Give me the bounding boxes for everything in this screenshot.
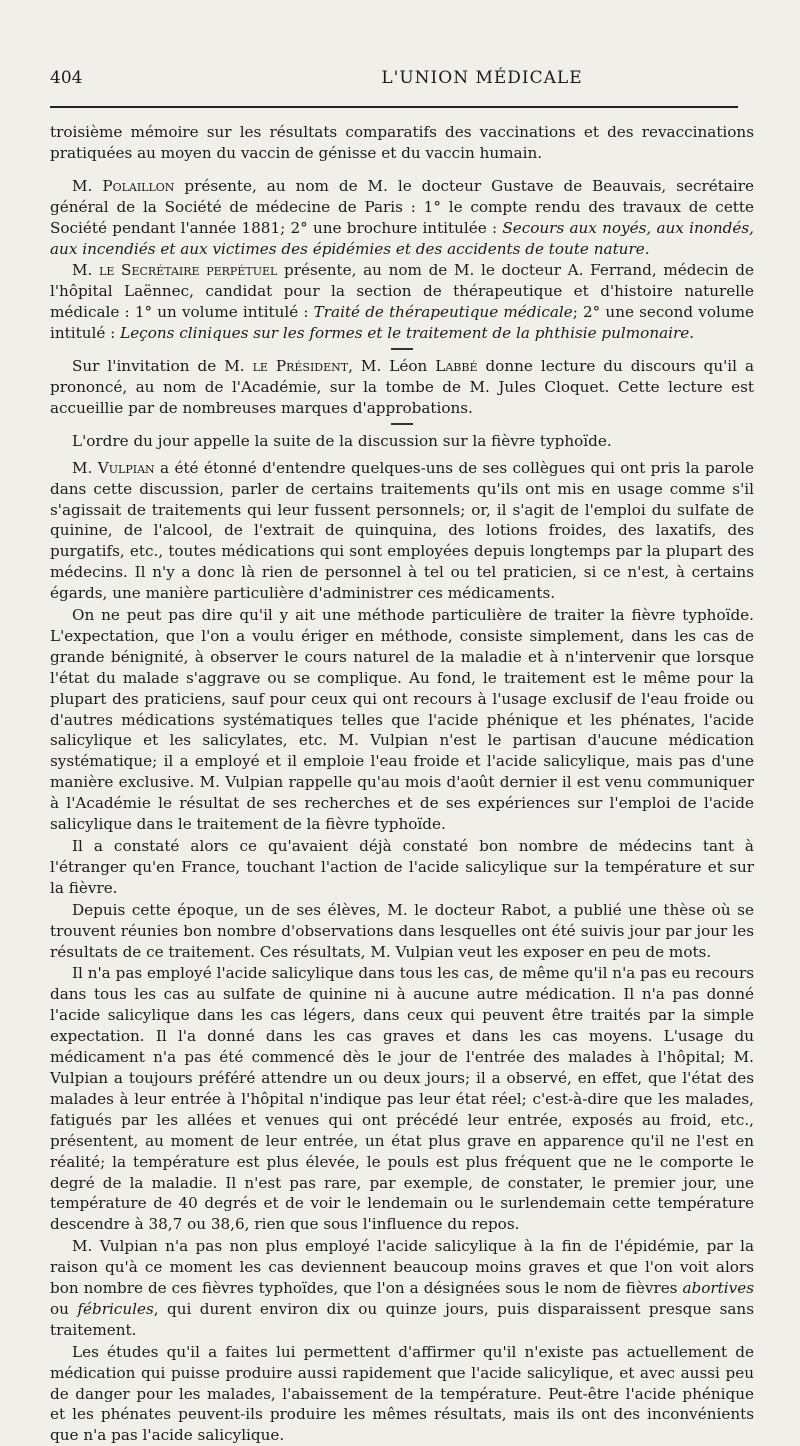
paragraph-vaccination: troisième mémoire sur les résultats comparatifs des vaccinations et des revaccinations pratiquées au moyen du vaccin de génisse et du vaccin humain.: [50, 123, 754, 162]
text-body: M. Vulpian n'a pas non plus employé l'acide salicylique à la fin de l'épidémie, par la raison qu'à ce moment les cas deviennent beaucoup moins graves et que l'on voit alors bon nombre de ces fièvres typhoïdes, que l'on a désignées sous le nom de fièvres: [50, 1237, 754, 1298]
text-lead: M.: [72, 458, 93, 477]
text-lead: Sur l'invitation de M.: [72, 357, 245, 376]
paragraph-rabot: Depuis cette époque, un de ses élèves, M. le docteur Rabot, a publié une thèse où se trouvent réunies bon nombre d'observations dans lesquelles ont été suivis jour par jour les résultats de ce traitement. Ces résultats, M. Vulpian veut les exposer en peu de mots.: [50, 900, 754, 961]
spacer: [50, 164, 754, 176]
text-mid: ou: [50, 1299, 78, 1318]
paragraph-ordre-du-jour: L'ordre du jour appelle la suite de la discussion sur la fièvre typhoïde.: [72, 431, 612, 450]
paragraph-polaillon: [50, 176, 754, 260]
speaker-name: le Secrétaire perpétuel: [99, 261, 278, 280]
page-number: 404: [50, 68, 83, 88]
paragraph-epidemie: [50, 1236, 754, 1341]
speaker-name: Polaillon: [102, 176, 175, 195]
paragraph-emploi: Il n'a pas employé l'acide salicylique dans tous les cas, de même qu'il n'a pas eu recours dans tous les cas au sulfate de quinine ni à aucune autre médication. Il n'a pas donné l'acide salicylique dans les cas légers, dans ceux qui peuvent être traités par la simple expectation. Il l'a donné dans les cas graves et dans les cas moyens. L'usage du médicament n'a pas été commencé dès le jour de l'entrée des malades à l'hôpital; M. Vulpian a toujours préféré attendre un ou deux jours; il a observé, en effet, que l'état des malades à leur entrée à l'hôpital n'indique pas leur état réel; c'est-à-dire que les malades, fatigués par les allées et venues qui ont précédé leur entrée, exposés au froid, etc., présentent, au moment de leur entrée, un état plus grave en apparence qu'il ne l'est en réalité; la température est plus élevée, le pouls est plus fréquent que ne le comporte le degré de la maladie. Il n'est pas rare, par exemple, de constater, le premier jour, une température de 40 degrés et de voir le lendemain ou le surlendemain cette température descendre à 38,7 ou 38,6, rien que sous l'influence du repos.: [50, 964, 754, 1234]
book-title: Secours aux noyés, aux inondés, aux incendiés et aux victimes des épidémies et des accidents de toute nature.: [50, 218, 754, 258]
text-lead: M.: [72, 261, 93, 280]
text-body: donne lecture du discours qu'il a prononcé, au nom de l'Académie, sur la tombe de M. Jules Cloquet. Cette lecture est accueillie par de nombreuses marques d'approbations.: [50, 357, 755, 417]
paragraph-labbe: [50, 356, 754, 419]
term: abortives: [682, 1279, 754, 1298]
book-title: Traité de thérapeutique médicale: [313, 303, 573, 322]
paragraph-methode: On ne peut pas dire qu'il y ait une méthode particulière de traiter la fièvre typhoïde. L'expectation, que l'on a voulu ériger en méthode, consiste simplement, dans les cas de grande bénignité, à observer le cours naturel de la maladie et à n'intervenir que lorsque l'état du malade s'aggrave ou se complique. Au fond, le traitement est le même pour la plupart des praticiens, sauf pour ceux qui ont recours à l'usage exclusif de l'eau froide ou d'autres médications systématiques telles que l'acide phénique et les phénates, l'acide salicylique et les salicylates, etc. M. Vulpian n'est le partisan d'aucune médication systématique; il a employé et il emploie l'eau froide et l'acide salicylique, mais pas d'une manière exclusive. M. Vulpian rappelle qu'au mois d'août dernier il est venu communiquer à l'Académie le résultat de ses recherches et de ses expériences sur l'emploi de l'acide salicylique dans le traitement de la fièvre typhoïde.: [50, 606, 754, 834]
paragraph-secretaire: [50, 260, 754, 344]
header-rule: [50, 106, 738, 108]
paragraph-etudes: Les études qu'il a faites lui permettent d'affirmer qu'il n'existe pas actuellement de médication qui puisse produire aussi rapidement que l'acide salicylique, et avec aussi peu de danger pour les malades, l'abaissement de la température. Peut-être l'acide phénique et les phénates peuvent-ils produire les mêmes résultats, mais ils ont des inconvénients que n'a pas l'acide salicylique.: [50, 1342, 754, 1445]
text-body: a été étonné d'entendre quelques-uns de ses collègues qui ont pris la parole dans cette discussion, parler de certains traitements qu'ils ont mis en usage comme s'il s'agissait de traitements qui leur fussent personnels; or, il s'agit de l'emploi du sulfate de quinine, de l'alcool, de l'extrait de quinquina, des lotions froides, des laxatifs, des purgatifs, etc., toutes médications qui sont employées depuis longtemps par la plupart des médecins. Il n'y a donc là rien de personnel à tel ou tel praticien, si ce n'est, à certains égards, une manière particulière d'administrer ces médicaments.: [50, 458, 755, 603]
text-lead: M.: [72, 176, 93, 195]
speaker-name: Labbé: [435, 357, 478, 376]
text-body: présente, au nom de M. le docteur A. Ferrand, médecin de l'hôpital Laënnec, candidat pour la section de thérapeutique et d'histoire naturelle médicale : 1° un volume intitulé :: [50, 261, 755, 322]
text-tail: , qui durent environ dix ou quinze jours, puis disparaissent presque sans traitement.: [50, 1299, 754, 1339]
speaker-name: Vulpian: [97, 458, 155, 477]
paragraph-constate: Il a constaté alors ce qu'avaient déjà constaté bon nombre de médecins tant à l'étranger qu'en France, touchant l'action de l'acide salicylique sur la température et sur la fièvre.: [50, 837, 754, 897]
article-body: [50, 122, 754, 1446]
section-separator: [391, 348, 413, 350]
running-title: L'UNION MÉDICALE: [381, 68, 583, 88]
page-header: [50, 68, 754, 98]
book-title: Leçons cliniques sur les formes et le traitement de la phthisie pulmonaire.: [120, 324, 695, 343]
text-mid: , M. Léon: [348, 357, 436, 376]
text-body: présente, au nom de M. le docteur Gustave de Beauvais, secrétaire général de la Société de médecine de Paris : 1° le compte rendu des travaux de cette Société pendant l'année 1881; 2° une brochure intitulée :: [50, 176, 754, 237]
paragraph-vulpian-intro: [50, 458, 754, 604]
section-separator: [391, 423, 413, 425]
term: fébricules: [77, 1299, 154, 1318]
speaker-name: le Président: [252, 357, 349, 376]
text-mid: ; 2° une second volume intitulé :: [50, 303, 754, 343]
